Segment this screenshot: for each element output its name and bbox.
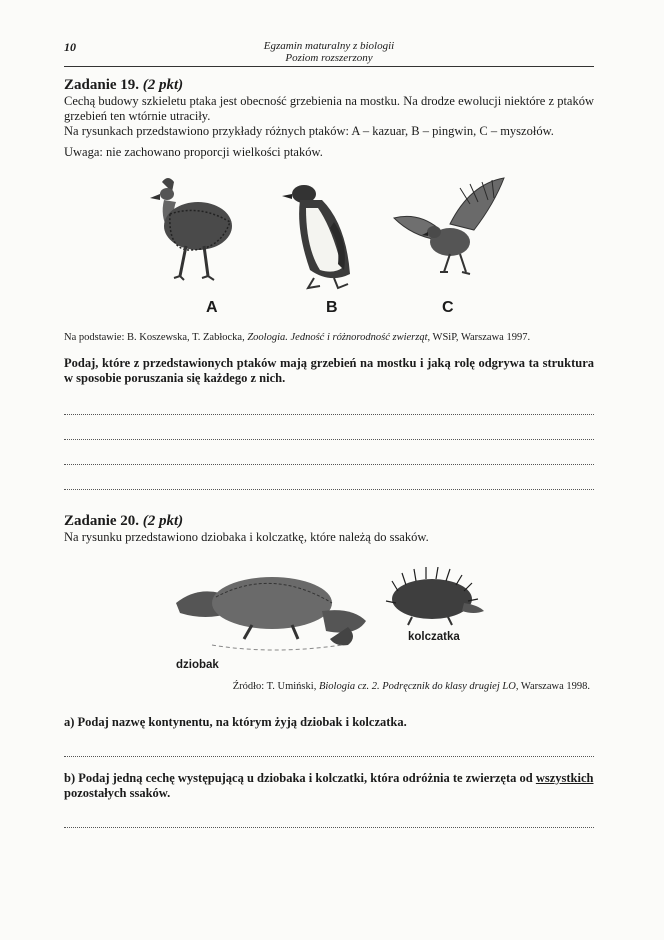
task20-title: [64, 512, 594, 530]
task20-answer-a[interactable]: [64, 732, 594, 757]
task19-para2: Na rysunkach przedstawiono przykłady różnych ptaków: A – kazuar, B – pingwin, C – myszołów.: [64, 124, 554, 138]
platypus-label: dziobak: [176, 659, 219, 671]
task19-para1: Cechą budowy szkieletu ptaka jest obecność grzebienia na mostku. Na drodze ewolucji niektóre z ptaków grzebień ten wtórnie utraciły.: [64, 94, 594, 123]
task20-question-b: [64, 771, 594, 801]
bird-letter-a: A: [206, 299, 218, 316]
header-title: [64, 40, 594, 64]
question-b-underlined: wszystkich: [535, 771, 594, 785]
answer-line[interactable]: [64, 440, 594, 465]
header-title-line1: Egzamin maturalny z biologii: [263, 40, 395, 52]
echidna-label: kolczatka: [408, 631, 460, 643]
task19-instruction: Podaj, które z przedstawionych ptaków mają grzebień na mostku i jaką rolę odgrywa ta struktura w sposobie poruszania się każdego z nich.: [64, 356, 594, 385]
header-title-line2: Poziom rozszerzony: [285, 52, 373, 64]
bird-letter-b: B: [326, 299, 338, 316]
task19-source-title: Zoologia. Jedność i różnorodność zwierząt: [247, 332, 428, 343]
page-content: [64, 76, 594, 828]
page-number: 10: [64, 40, 76, 54]
task20-points: (2 pkt): [142, 513, 184, 529]
task19-source-prefix: Na podstawie: B. Koszewska, T. Zabłocka,: [64, 332, 248, 343]
question-b-text-end: pozostałych ssaków.: [64, 786, 171, 800]
answer-line[interactable]: [64, 732, 594, 757]
task19-note: Uwaga: nie zachowano proporcji wielkości ptaków.: [64, 145, 323, 159]
task20-source-title: Biologia cz. 2. Podręcznik do klasy drugiej LO: [318, 681, 516, 692]
task19-answer-area[interactable]: [64, 390, 594, 490]
task19-title: [64, 76, 594, 94]
question-a-text: Podaj nazwę kontynentu, na którym żyją dziobak i kolczatka.: [77, 715, 407, 729]
question-a-marker: a): [64, 715, 75, 729]
answer-line[interactable]: [64, 803, 594, 828]
mammals-figure: [64, 559, 594, 679]
task20-intro: Na rysunku przedstawiono dziobaka i kolczatkę, które należą do ssaków.: [64, 530, 429, 544]
question-b-marker: b): [64, 771, 76, 785]
task20-answer-b[interactable]: [64, 803, 594, 828]
task19-number: Zadanie 19.: [64, 77, 140, 93]
birds-figure: [64, 174, 594, 324]
task20-source: [64, 681, 594, 693]
bird-letter-c: C: [442, 299, 454, 316]
penguin-illustration: [282, 182, 362, 294]
task20-source-suffix: , Warszawa 1998.: [515, 681, 590, 692]
buzzard-illustration: [390, 174, 510, 284]
task19-source-suffix: , WSiP, Warszawa 1997.: [427, 332, 531, 343]
question-b-text: Podaj jedną cechę występującą u dziobaka i kolczatki, która odróżnia te zwierzęta od: [78, 771, 536, 785]
answer-line[interactable]: [64, 465, 594, 490]
echidna-illustration: [382, 567, 486, 627]
cassowary-illustration: [140, 174, 240, 292]
task19-source: [64, 332, 594, 344]
answer-line[interactable]: [64, 390, 594, 415]
task20-source-prefix: Źródło: T. Umiński,: [232, 681, 319, 692]
task20-number: Zadanie 20.: [64, 513, 140, 529]
page-header: [64, 40, 594, 67]
task19-points: (2 pkt): [142, 77, 184, 93]
task20-question-a: [64, 715, 594, 730]
platypus-illustration: [172, 567, 372, 653]
answer-line[interactable]: [64, 415, 594, 440]
